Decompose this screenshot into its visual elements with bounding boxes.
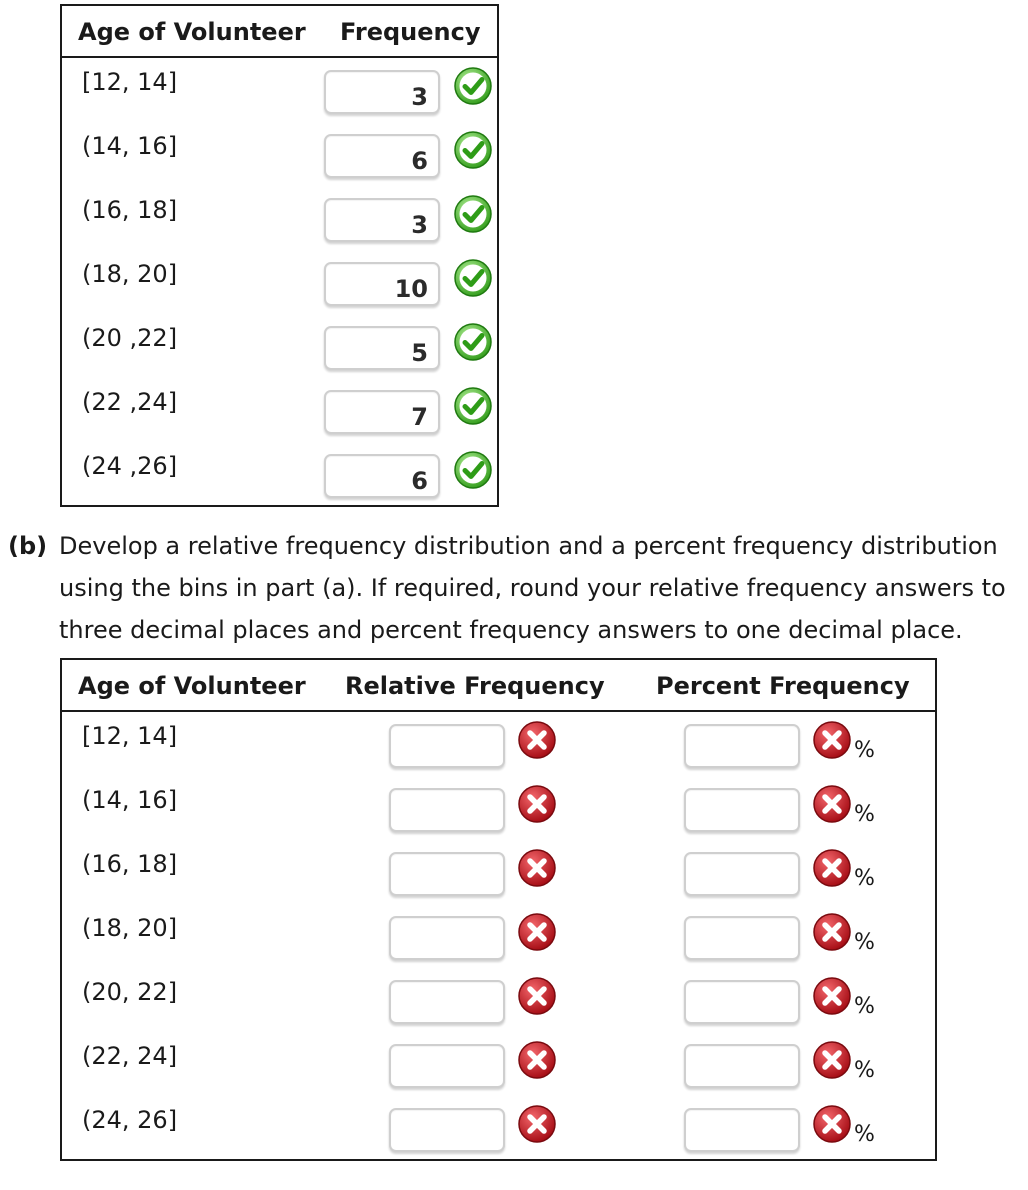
percent-frequency-input[interactable] <box>684 980 800 1024</box>
incorrect-x-icon <box>517 848 557 888</box>
incorrect-x-icon <box>517 1104 557 1144</box>
bin-label: (20 ,22] <box>82 324 178 352</box>
incorrect-x-icon <box>517 912 557 952</box>
instruction-line: three decimal places and percent frequency answers to one decimal place. <box>59 616 963 644</box>
frequency-table-header <box>62 6 497 58</box>
bin-label: (22 ,24] <box>82 388 178 416</box>
percent-symbol: % <box>854 1058 875 1083</box>
relative-frequency-input[interactable] <box>389 852 505 896</box>
relative-frequency-input[interactable] <box>389 980 505 1024</box>
incorrect-x-icon <box>517 1040 557 1080</box>
part-b-label: (b) <box>8 532 48 560</box>
bin-label: [12, 14] <box>82 68 178 96</box>
percent-symbol: % <box>854 1122 875 1147</box>
table-row <box>62 1032 935 1096</box>
percent-frequency-input[interactable] <box>684 724 800 768</box>
frequency-table <box>60 4 499 507</box>
frequency-input[interactable]: 10 <box>324 262 440 306</box>
bin-label: (18, 20] <box>82 260 178 288</box>
table-row <box>62 314 497 378</box>
relative-frequency-input[interactable] <box>389 788 505 832</box>
part-b-text <box>59 525 1024 651</box>
frequency-input[interactable]: 6 <box>324 134 440 178</box>
percent-frequency-input[interactable] <box>684 788 800 832</box>
incorrect-x-icon <box>812 912 852 952</box>
relative-frequency-input[interactable] <box>389 724 505 768</box>
frequency-input[interactable]: 7 <box>324 390 440 434</box>
incorrect-x-icon <box>812 848 852 888</box>
table-row <box>62 122 497 186</box>
instruction-line: Develop a relative frequency distribution and a percent frequency distribution <box>59 532 998 560</box>
bin-label: [12, 14] <box>82 722 178 750</box>
frequency-input[interactable]: 3 <box>324 70 440 114</box>
percent-frequency-column-header: Percent Frequency <box>656 672 910 700</box>
incorrect-x-icon <box>812 1104 852 1144</box>
percent-symbol: % <box>854 994 875 1019</box>
correct-check-icon <box>453 194 493 234</box>
relative-percent-frequency-table <box>60 658 937 1161</box>
bin-label: (24 ,26] <box>82 452 178 480</box>
correct-check-icon <box>453 450 493 490</box>
relative-percent-table-header <box>62 660 935 712</box>
table-row <box>62 442 497 506</box>
bin-label: (14, 16] <box>82 786 178 814</box>
incorrect-x-icon <box>812 784 852 824</box>
table-row <box>62 712 935 776</box>
instruction-line: using the bins in part (a). If required, round your relative frequency answers to <box>59 574 1006 602</box>
incorrect-x-icon <box>812 976 852 1016</box>
table-row <box>62 776 935 840</box>
table-row <box>62 968 935 1032</box>
table-row <box>62 378 497 442</box>
table-row <box>62 58 497 122</box>
percent-frequency-input[interactable] <box>684 1044 800 1088</box>
relative-frequency-input[interactable] <box>389 1044 505 1088</box>
incorrect-x-icon <box>517 720 557 760</box>
correct-check-icon <box>453 258 493 298</box>
frequency-column-header: Frequency <box>340 18 481 46</box>
table-row <box>62 1096 935 1160</box>
age-column-header: Age of Volunteer <box>78 672 306 700</box>
incorrect-x-icon <box>812 1040 852 1080</box>
relative-frequency-input[interactable] <box>389 1108 505 1152</box>
percent-frequency-input[interactable] <box>684 1108 800 1152</box>
correct-check-icon <box>453 130 493 170</box>
table-row <box>62 904 935 968</box>
incorrect-x-icon <box>812 720 852 760</box>
relative-frequency-input[interactable] <box>389 916 505 960</box>
percent-symbol: % <box>854 738 875 763</box>
bin-label: (22, 24] <box>82 1042 178 1070</box>
frequency-input[interactable]: 6 <box>324 454 440 498</box>
bin-label: (16, 18] <box>82 850 178 878</box>
bin-label: (16, 18] <box>82 196 178 224</box>
percent-symbol: % <box>854 930 875 955</box>
incorrect-x-icon <box>517 976 557 1016</box>
percent-frequency-input[interactable] <box>684 852 800 896</box>
bin-label: (18, 20] <box>82 914 178 942</box>
incorrect-x-icon <box>517 784 557 824</box>
table-row <box>62 186 497 250</box>
table-row <box>62 250 497 314</box>
table-row <box>62 840 935 904</box>
correct-check-icon <box>453 322 493 362</box>
percent-symbol: % <box>854 866 875 891</box>
percent-frequency-input[interactable] <box>684 916 800 960</box>
bin-label: (14, 16] <box>82 132 178 160</box>
bin-label: (20, 22] <box>82 978 178 1006</box>
correct-check-icon <box>453 66 493 106</box>
percent-symbol: % <box>854 802 875 827</box>
frequency-input[interactable]: 3 <box>324 198 440 242</box>
bin-label: (24, 26] <box>82 1106 178 1134</box>
age-column-header: Age of Volunteer <box>78 18 306 46</box>
relative-frequency-column-header: Relative Frequency <box>345 672 605 700</box>
correct-check-icon <box>453 386 493 426</box>
frequency-input[interactable]: 5 <box>324 326 440 370</box>
